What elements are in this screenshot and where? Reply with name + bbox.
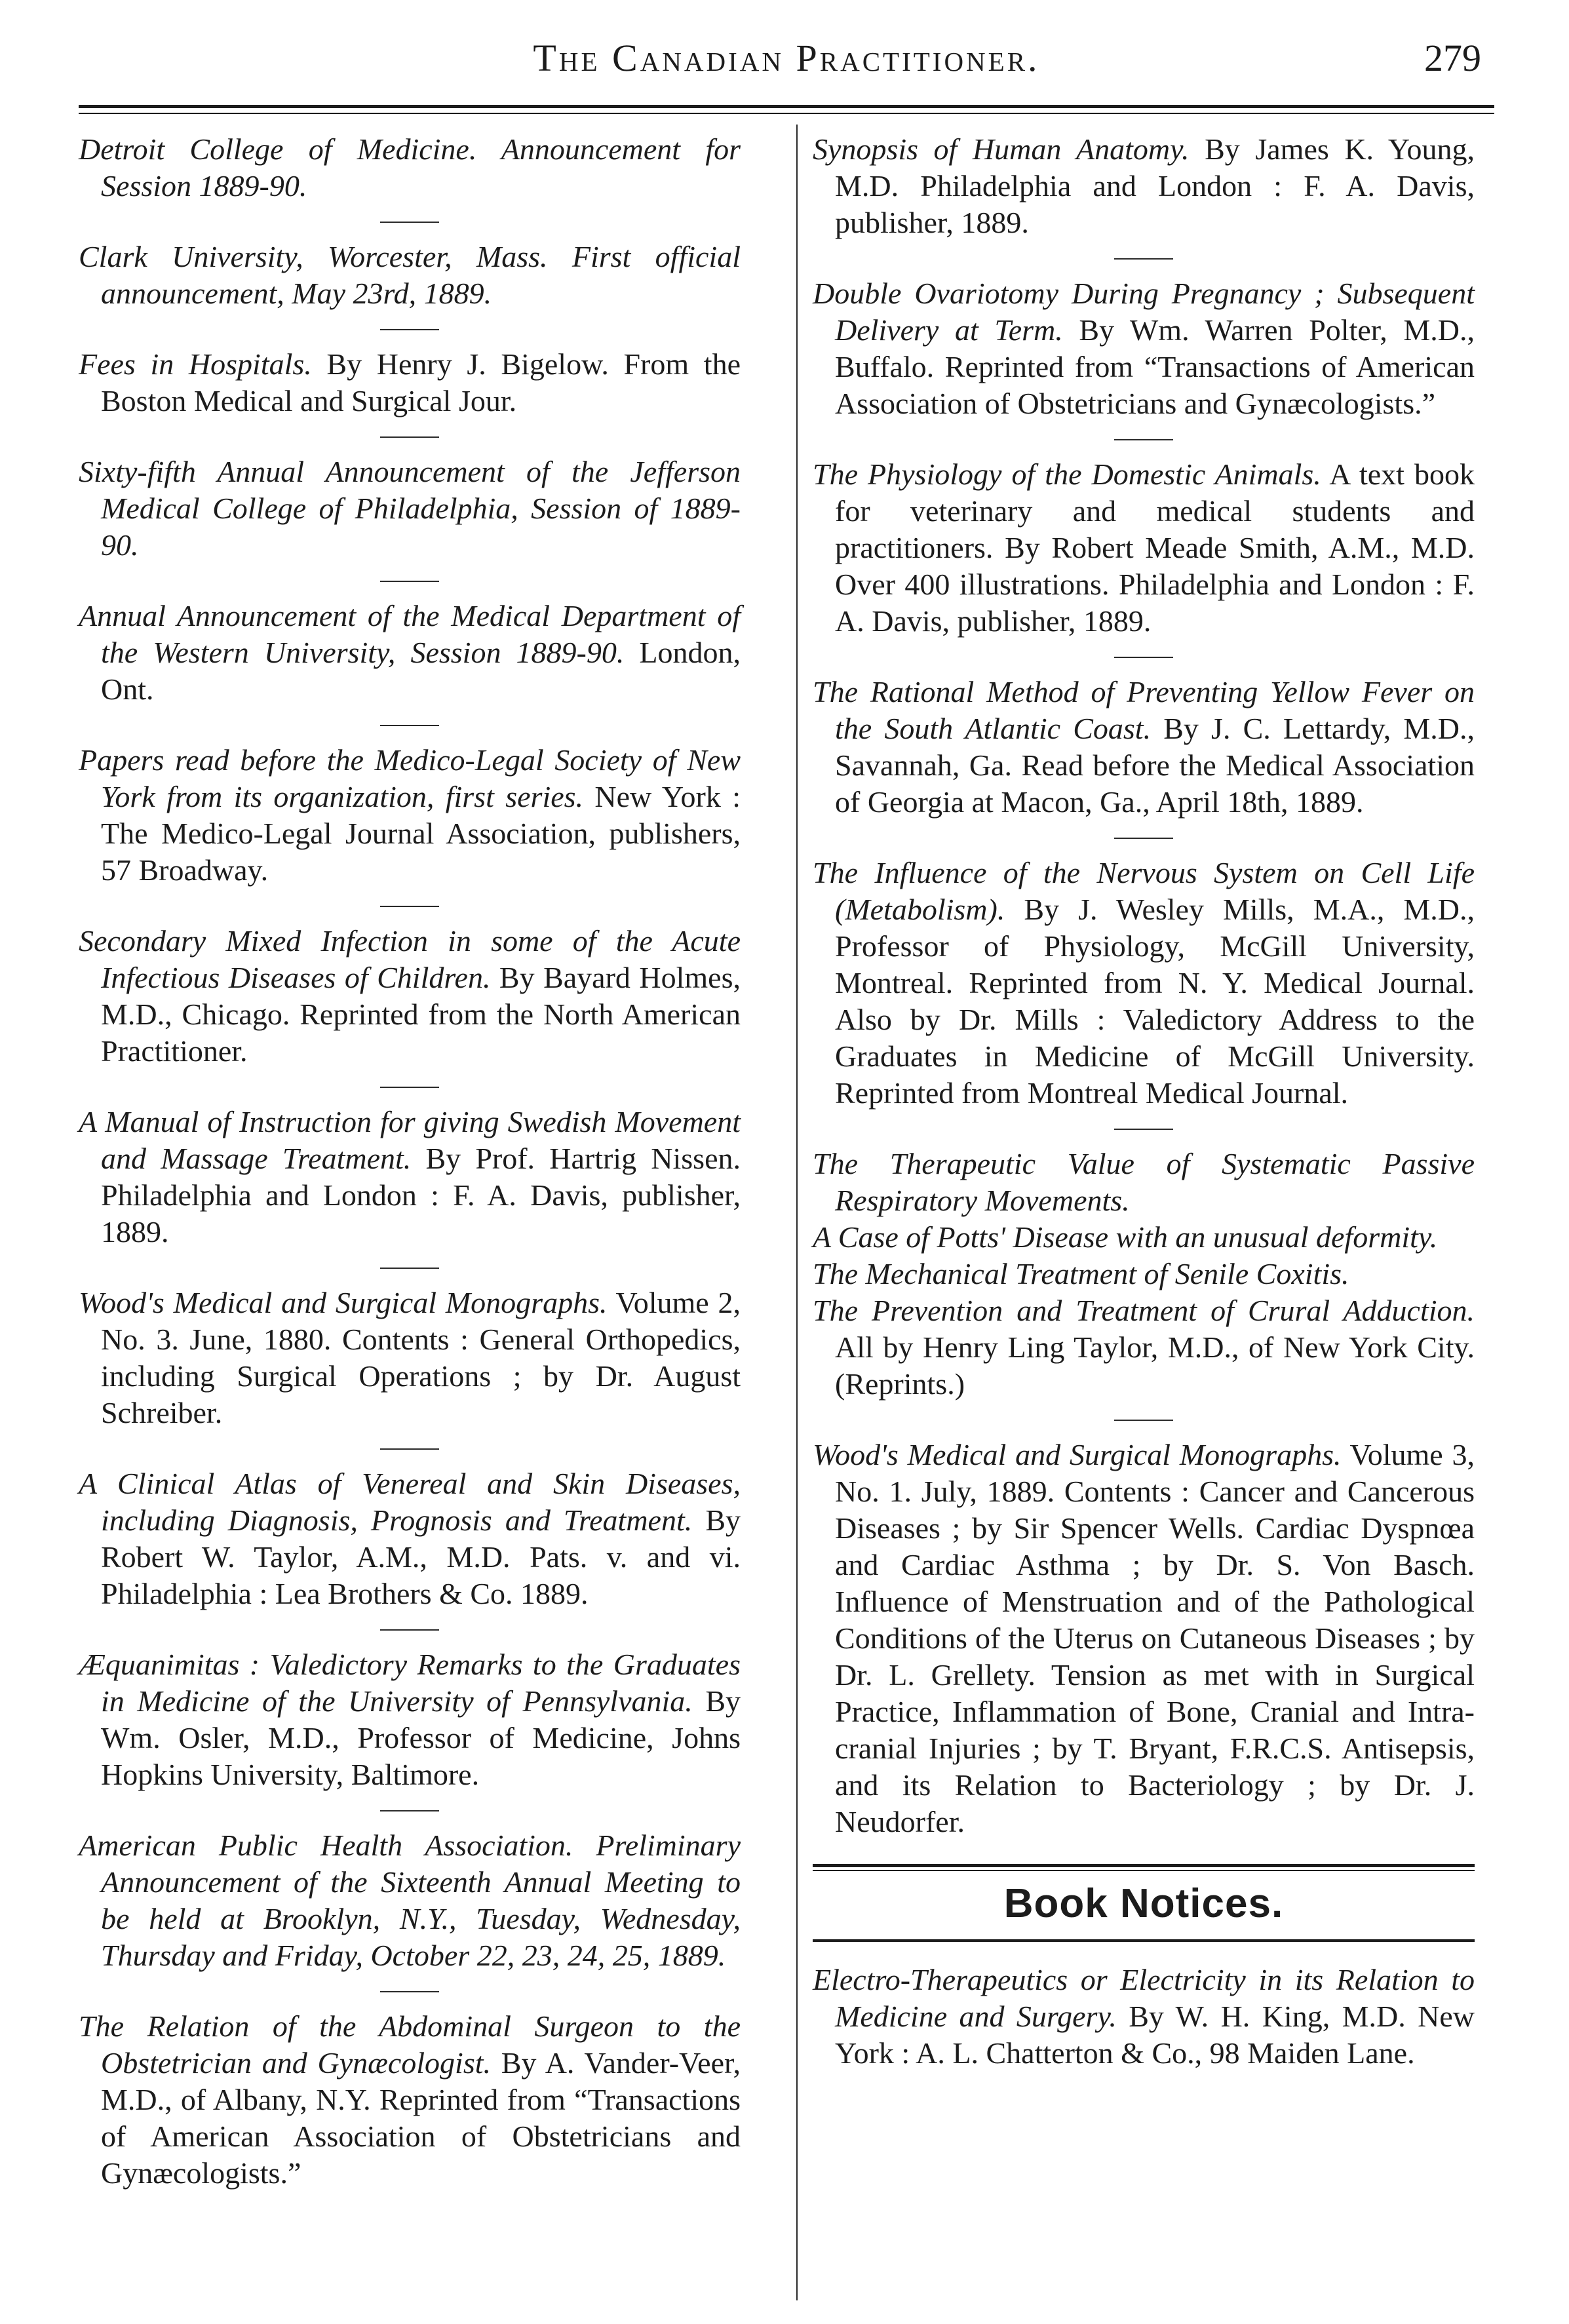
header-rule-thin [79, 113, 1494, 114]
entry-separator [380, 1448, 439, 1450]
entry-separator [380, 1991, 439, 1992]
left-column [79, 131, 741, 2192]
list-item: Wood's Medical and Surgical Monographs. Volume 2, No. 3. June, 1880. Contents : General Orthopedics, including Surgical Operations ; by Dr. August Schreiber. [79, 1286, 741, 1429]
column-divider [796, 125, 798, 2300]
entry-separator [1114, 657, 1173, 658]
header-rule-thick [79, 105, 1494, 108]
entry-separator [1114, 838, 1173, 839]
list-item: A Clinical Atlas of Venereal and Skin Diseases, including Diagnosis, Prognosis and Treatment. By Robert W. Taylor, A.M., M.D. Pats. v. and vi. Philadelphia : Lea Brothers & Co. 1889. [79, 1467, 741, 1610]
list-item: A Case of Potts' Disease with an unusual deformity. [813, 1220, 1438, 1254]
entry-separator [380, 725, 439, 726]
list-item: The Therapeutic Value of Systematic Passive Respiratory Movements. [813, 1147, 1475, 1217]
right-column [813, 131, 1475, 2072]
list-item: American Public Health Association. Preliminary Announcement of the Sixteenth Annual Meeting to be held at Brooklyn, N.Y., Tuesday, Wednesday, Thursday and Friday, October 22, 23, 24, 25, 1889. [79, 1829, 741, 1972]
page-number: 279 [1424, 37, 1481, 79]
section-rule-thin [813, 1870, 1475, 1871]
entry-separator [1114, 439, 1173, 440]
list-item: Synopsis of Human Anatomy. By James K. Young, M.D. Philadelphia and London : F. A. Davis, publisher, 1889. [813, 132, 1475, 239]
entry-separator [380, 1268, 439, 1269]
list-item: The Rational Method of Preventing Yellow Fever on the South Atlantic Coast. By J. C. Lettardy, M.D., Savannah, Ga. Read before the Medical Association of Georgia at Macon, Ga., April 18th, 1889. [813, 675, 1475, 819]
section-rule-thick [813, 1864, 1475, 1867]
running-title: The Canadian Practitioner. [533, 37, 1040, 79]
entry-separator [380, 1629, 439, 1631]
list-item: Double Ovariotomy During Pregnancy ; Subsequent Delivery at Term. By Wm. Warren Polter, M.D., Buffalo. Reprinted from “Transactions of American Association of Obstetricians and Gynæcologists.” [813, 277, 1475, 420]
list-item: Secondary Mixed Infection in some of the Acute Infectious Diseases of Children. By Bayard Holmes, M.D., Chicago. Reprinted from the North American Practitioner. [79, 924, 741, 1068]
list-item: Fees in Hospitals. By Henry J. Bigelow. From the Boston Medical and Surgical Jour. [79, 347, 741, 417]
list-item: The Mechanical Treatment of Senile Coxitis. [813, 1257, 1349, 1290]
list-item: Electro-Therapeutics or Electricity in its Relation to Medicine and Surgery. By W. H. King, M.D. New York : A. L. Chatterton & Co., 98 Maiden Lane. [813, 1963, 1475, 2070]
list-item: The Influence of the Nervous System on Cell Life (Metabolism). By J. Wesley Mills, M.A., M.D., Professor of Physiology, McGill University, Montreal. Reprinted from N. Y. Medical Journal. Also by Dr. Mills : Valedictory Address to the Graduates in Medicine of McGill University. Reprinted from Montreal Medical Journal. [813, 856, 1475, 1110]
section-heading-underline [813, 1939, 1475, 1942]
list-item: Papers read before the Medico-Legal Society of New York from its organization, first series. New York : The Medico-Legal Journal Association, publishers, 57 Broadway. [79, 743, 741, 887]
entry-separator [380, 222, 439, 223]
entry-separator [380, 329, 439, 330]
entry-separator [380, 1810, 439, 1811]
list-item: Annual Announcement of the Medical Department of the Western University, Session 1889-90. London, Ont. [79, 599, 741, 706]
list-item: The Relation of the Abdominal Surgeon to the Obstetrician and Gynæcologist. By A. Vander-Veer, M.D., of Albany, N.Y. Reprinted from “Transactions of American Association of Obstetricians and Gynæcologists.” [79, 2009, 741, 2190]
page-header [79, 36, 1494, 88]
list-item: Sixty-fifth Annual Announcement of the Jefferson Medical College of Philadelphia, Session of 1889-90. [79, 455, 741, 562]
list-item: Æquanimitas : Valedictory Remarks to the Graduates in Medicine of the University of Pennsylvania. By Wm. Osler, M.D., Professor of Medicine, Johns Hopkins University, Baltimore. [79, 1648, 741, 1791]
entry-separator [380, 1087, 439, 1088]
entry-separator [380, 581, 439, 582]
list-item: A Manual of Instruction for giving Swedish Movement and Massage Treatment. By Prof. Hartrig Nissen. Philadelphia and London : F. A. Davis, publisher, 1889. [79, 1105, 741, 1249]
entry-separator [1114, 1420, 1173, 1421]
entry-separator [380, 436, 439, 438]
entry-separator [1114, 258, 1173, 260]
list-item: The Physiology of the Domestic Animals. A text book for veterinary and medical students and practitioners. By Robert Meade Smith, A.M., M.D. Over 400 illustrations. Philadelphia and London : F. A. Davis, publisher, 1889. [813, 457, 1475, 638]
entry-separator [1114, 1129, 1173, 1130]
entry-separator [380, 906, 439, 907]
list-item: The Prevention and Treatment of Crural Adduction. All by Henry Ling Taylor, M.D., of New York City. (Reprints.) [813, 1294, 1475, 1401]
list-item: Wood's Medical and Surgical Monographs. Volume 3, No. 1. July, 1889. Contents : Cancer and Cancerous Diseases ; by Sir Spencer Wells. Cardiac Dyspnœa and Cardiac Asthma ; by Dr. S. Von Basch. Influence of Menstruation and of the Pathological Conditions of the Uterus on Cutaneous Diseases ; by Dr. L. Grellety. Tension as met with in Surgical Practice, Inflammation of Bone, Cranial and Intra-cranial Injuries ; by T. Bryant, F.R.C.S. Antisepsis, and its Relation to Bacteriology ; by Dr. J. Neudorfer. [813, 1438, 1475, 1838]
section-heading-book-notices: Book Notices. [1003, 1881, 1284, 1926]
list-item: Detroit College of Medicine. Announcement for Session 1889-90. [79, 132, 741, 203]
list-item: Clark University, Worcester, Mass. First official announcement, May 23rd, 1889. [79, 240, 741, 310]
